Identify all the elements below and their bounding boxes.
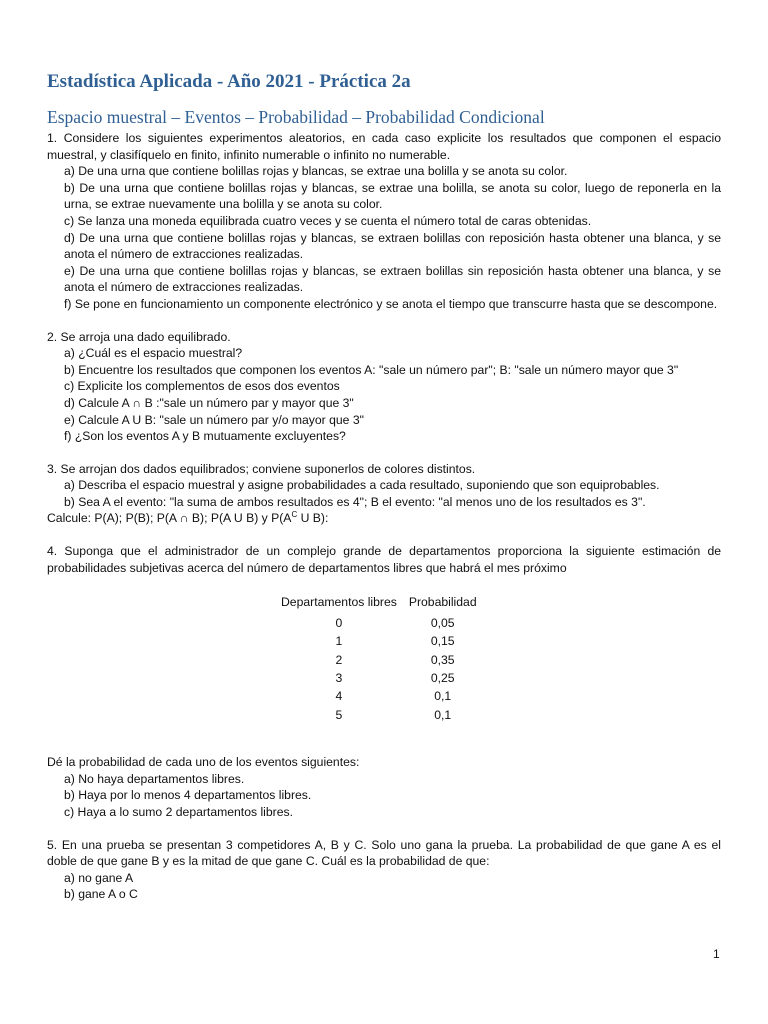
- cell-vacancies: 1: [335, 634, 343, 649]
- document-subtitle: Espacio muestral – Eventos – Probabilidad – Probabilidad Condicional: [47, 107, 545, 127]
- table-header-row: [275, 594, 483, 614]
- q1-item-b: b) De una urna que contiene bolillas rojas y blancas, se extrae una bolilla, se anota su color, luego de reponerla en la urna, se extrae nuevamente una bolilla y se anota su color.: [64, 180, 721, 212]
- q2-stem: 2. Se arroja una dado equilibrado.: [47, 329, 231, 344]
- q3-calc-complement-sup: C: [291, 510, 298, 520]
- document-title: Estadística Aplicada - Año 2021 - Práctica 2a: [47, 71, 411, 92]
- q1-stem: 1. Considere los siguientes experimentos aleatorios, en cada caso explicite los resultados que componen el espacio muestral, y clasifíquelo en finito, infinito numerable o infinito no numerable.: [47, 131, 721, 162]
- cell-probability: 0,1: [434, 689, 452, 704]
- q5-stem: 5. En una prueba se presentan 3 competidores A, B y C. Solo uno gana la prueba. La probabilidad de que gane A es el doble de que gane B y es la mitad de que gane C. Cuál es la probabilidad de que:: [47, 837, 721, 869]
- table-row: [275, 632, 483, 650]
- col-header-vacancies: Departamentos libres: [281, 595, 397, 610]
- q2-item-f: f) ¿Son los eventos A y B mutuamente excluyentes?: [64, 429, 346, 444]
- table-row: [275, 687, 483, 705]
- cell-probability: 0,25: [430, 670, 455, 685]
- table-row: [275, 669, 483, 687]
- q1-item-c: c) Se lanza una moneda equilibrada cuatro veces y se cuenta el número total de caras obtenidas.: [64, 213, 592, 228]
- q1-item-e: e) De una urna que contiene bolillas rojas y blancas, se extraen bolillas sin reposición hasta obtener una blanca, y se anota el número de extracciones realizadas.: [64, 263, 721, 295]
- vacancy-probability-table: [275, 594, 483, 724]
- document-body: [47, 130, 721, 903]
- q2-item-b: b) Encuentre los resultados que componen los eventos A: "sale un número par"; B: "sale un número mayor que 3": [64, 362, 679, 377]
- q2-item-c: c) Explicite los complementos de esos dos eventos: [64, 379, 340, 394]
- q3-item-b: b) Sea A el evento: "la suma de ambos resultados es 4"; B el evento: "al menos uno de los resultados es 3".: [64, 494, 646, 509]
- q5-item-a: a) no gane A: [64, 870, 134, 885]
- q3-calc-prefix: Calcule: P(A); P(B); P(A ∩ B); P(A U B) y P(A: [47, 511, 292, 526]
- table-row: [275, 706, 483, 724]
- col-header-probability: Probabilidad: [408, 595, 477, 610]
- table-row: [275, 614, 483, 632]
- table-row: [275, 651, 483, 669]
- q5-item-b: b) gane A o C: [64, 887, 138, 902]
- q3-calc-suffix: U B):: [297, 511, 329, 526]
- q4-followup: Dé la probabilidad de cada uno de los eventos siguientes:: [47, 755, 360, 770]
- cell-vacancies: 0: [335, 615, 343, 630]
- q2-item-a: a) ¿Cuál es el espacio muestral?: [64, 346, 243, 361]
- cell-probability: 0,15: [430, 634, 455, 649]
- cell-vacancies: 3: [335, 670, 343, 685]
- q3-stem: 3. Se arrojan dos dados equilibrados; conviene suponerlos de colores distintos.: [47, 461, 476, 476]
- cell-probability: 0,05: [430, 615, 455, 630]
- q3-calculate-line: [47, 510, 721, 527]
- q2-item-e: e) Calcule A U B: "sale un número par y/o mayor que 3": [64, 412, 364, 427]
- q2-item-d: d) Calcule A ∩ B :"sale un número par y mayor que 3": [64, 395, 354, 410]
- cell-probability: 0,1: [434, 707, 452, 722]
- q1-item-f: f) Se pone en funcionamiento un componente electrónico y se anota el tiempo que transcurre hasta que se descompone.: [64, 296, 718, 311]
- cell-vacancies: 2: [335, 652, 343, 667]
- cell-vacancies: 5: [335, 707, 343, 722]
- q4-item-a: a) No haya departamentos libres.: [64, 771, 245, 786]
- page-number: 1: [713, 947, 720, 961]
- q3-item-a: a) Describa el espacio muestral y asigne probabilidades a cada resultado, suponiendo que son equiprobables.: [64, 478, 660, 493]
- cell-probability: 0,35: [430, 652, 455, 667]
- q1-item-d: d) De una urna que contiene bolillas rojas y blancas, se extraen bolillas con reposición hasta obtener una blanca, y se anota el número de extracciones realizadas.: [64, 230, 721, 262]
- cell-vacancies: 4: [335, 689, 343, 704]
- q4-stem: 4. Suponga que el administrador de un complejo grande de departamentos proporciona la siguiente estimación de probabilidades subjetivas acerca del número de departamentos libres que habrá el mes próximo: [47, 544, 721, 575]
- q4-item-c: c) Haya a lo sumo 2 departamentos libres.: [64, 804, 293, 819]
- q4-item-b: b) Haya por lo menos 4 departamentos libres.: [64, 788, 312, 803]
- q1-item-a: a) De una urna que contiene bolillas rojas y blancas, se extrae una bolilla y se anota su color.: [64, 164, 568, 179]
